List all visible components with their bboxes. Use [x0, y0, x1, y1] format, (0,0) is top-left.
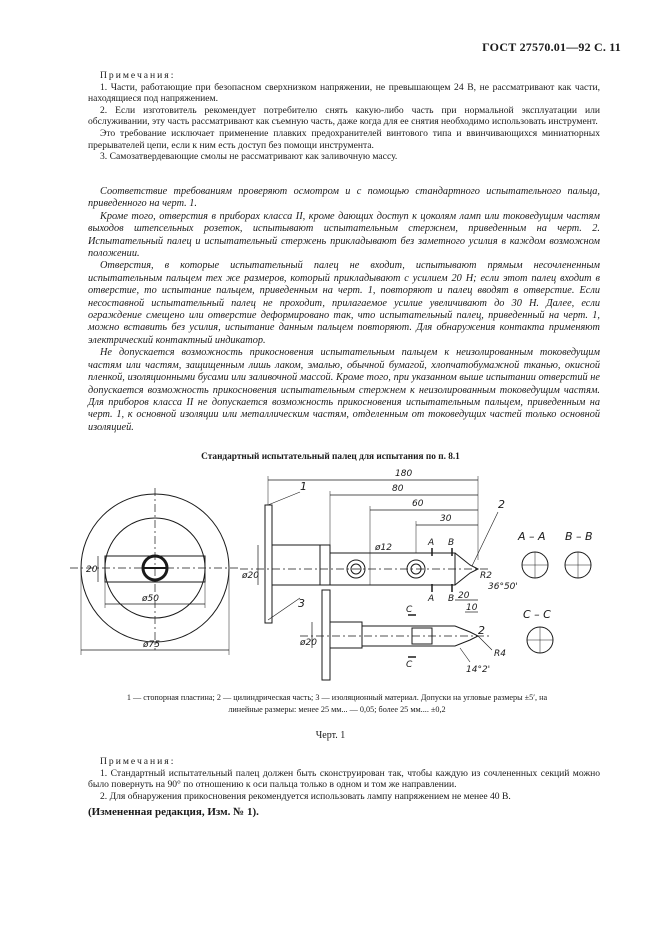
section-letter: C — [406, 605, 413, 615]
notes-bottom — [88, 756, 600, 802]
section-title: B – B — [565, 530, 593, 543]
figure-title: Стандартный испытательный палец для испытания по п. 8.1 — [201, 452, 460, 462]
note-item: Это требование исключает применение плавких предохранителей винтового типа и ввинчивающихся миниатюрных прерывателей цепи, если к ним есть доступ без помощи инструмента. — [88, 127, 600, 151]
note-item: 2. Если изготовитель рекомендует потребителю снять какую-либо часть при нормальной эксплуатации или обслуживании, эту часть рассматривают как съемную часть, даже когда для ее снятия необходимо использовать инструмент. — [88, 104, 600, 128]
note-item: 3. Самозатвердевающие смолы не рассматривают как заливочную массу. — [100, 151, 398, 163]
callout-number: 3 — [298, 597, 305, 610]
notes-title: Примечания: — [100, 70, 176, 81]
dim-label: 20 — [458, 591, 470, 601]
handle-lower — [330, 622, 362, 648]
handle-part — [272, 545, 320, 585]
dim-label: 10 — [466, 603, 478, 613]
leader-r4 — [478, 636, 492, 650]
section-title: C – C — [523, 608, 551, 621]
paragraph: Отверстия, в которые испытательный палец не входит, испытывают прямым несочлененным испытательным пальцем тех же размеров, который прикладывают с усилием 20 Н; если этот палец входит в отверстие, то испытание пальцем, приведенным на черт. 1, повторяют и палец вводят в отверстие. Если несоставной испытательный палец не проходит, прилагаемое усилие увеличивают до 30 Н. Далее, если ограждение смещено или отверстие деформировано так, что испытательный палец, приведенный на черт. 1, можно вставить без усилия, испытание данным пальцем повторяют. Для обнаружения контакта применяют электрический контактный индикатор. — [88, 260, 600, 346]
dim-label: R2 — [480, 571, 492, 581]
stop-plate-lower — [322, 590, 330, 680]
section-letter: A — [428, 594, 435, 604]
figure-caption — [72, 692, 602, 716]
section-letter: B — [448, 594, 455, 604]
note-item: 1. Стандартный испытательный палец должен быть сконструирован так, чтобы каждую из сочлененных секций можно было повернуть на 90° по отношению к оси пальца только в одном и том же направлении. — [88, 767, 600, 791]
leader-2 — [472, 512, 498, 566]
dim-label: ø50 — [142, 594, 159, 604]
page-header: ГОСТ 27570.01—92 С. 11 — [482, 40, 621, 54]
section-title: A – A — [518, 530, 546, 543]
dim-label: 20 — [86, 565, 98, 575]
dim-label: 80 — [392, 484, 404, 494]
dim-label: 180 — [395, 469, 413, 479]
dim-label: 36°50' — [488, 582, 518, 592]
dim-label: ø20 — [242, 571, 259, 581]
leader-3 — [268, 598, 300, 620]
section-letter: C — [406, 660, 413, 670]
leader-1 — [268, 492, 300, 505]
dim-label: ø20 — [300, 638, 317, 648]
notes-title: Примечания: — [100, 756, 176, 767]
callout-number: 2 — [478, 624, 485, 637]
section-letter: B — [448, 538, 455, 548]
paragraph: Кроме того, отверстия в приборах класса II, кроме дающих доступ к цоколям ламп или токоведущим частям выходов штепсельных розеток, испытывают испытательным стержнем, приведенным на черт. 2. Испытательный палец и испытательный стержень прикладывают без заметного усилия в каждом возможном положении. — [88, 210, 600, 260]
paragraph: Соответствие требованиям проверяют осмотром и с помощью стандартного испытательного пальца, приведенного на черт. 1. — [88, 186, 600, 210]
caption-line: 1 — стопорная пластина; 2 — цилиндрическая часть; 3 — изоляционный материал. Допуски на угловые размеры ±5′, на — [126, 693, 548, 702]
dim-label: 30 — [440, 514, 452, 524]
dim-label: ø12 — [375, 543, 392, 553]
section-letter: A — [428, 538, 435, 548]
note-item: 1. Части, работающие при безопасном сверхнизком напряжении, не превышающем 24 В, не рассматривают как части, находящиеся под напряжением. — [88, 81, 600, 105]
note-item: 2. Для обнаружения прикосновения рекомендуется использовать лампу напряжением не менее 40 В. — [100, 790, 511, 802]
finger-body — [320, 545, 478, 585]
paragraph: Не допускается возможность прикосновения испытательным пальцем к неизолированным токоведущим частям или частям, защищенным лишь лаком, эмалью, обычной бумагой, хлопчатобумажной тканью, окисной пленкой, изоляционными бусами или заливочной массой. Кроме того, при указанном выше испытании отверстий не допускается возможность прикосновения испытательным стержнем к неизолированным токоведущим частям. Для приборов класса II не допускается возможность прикосновения испытательным пальцем, приведенным на черт. 1, к основной изоляции или металлическим частям, отделенным от токоведущих частей только основной изоляцией. — [88, 347, 600, 433]
dim-label: R4 — [494, 649, 506, 659]
stop-plate — [265, 505, 272, 623]
callout-number: 2 — [498, 498, 505, 511]
callout-number: 1 — [300, 480, 307, 493]
caption-line: линейные размеры: менее 25 мм... — 0,05; более 25 мм.... ±0,2 — [228, 705, 446, 714]
figure-number: Черт. 1 — [315, 730, 346, 741]
dim-label: 14°2' — [466, 665, 491, 675]
amendment-note: (Измененная редакция, Изм. № 1). — [88, 806, 259, 818]
leader-angle — [460, 648, 470, 662]
dim-label: ø75 — [143, 640, 160, 650]
dim-label: 60 — [412, 499, 424, 509]
